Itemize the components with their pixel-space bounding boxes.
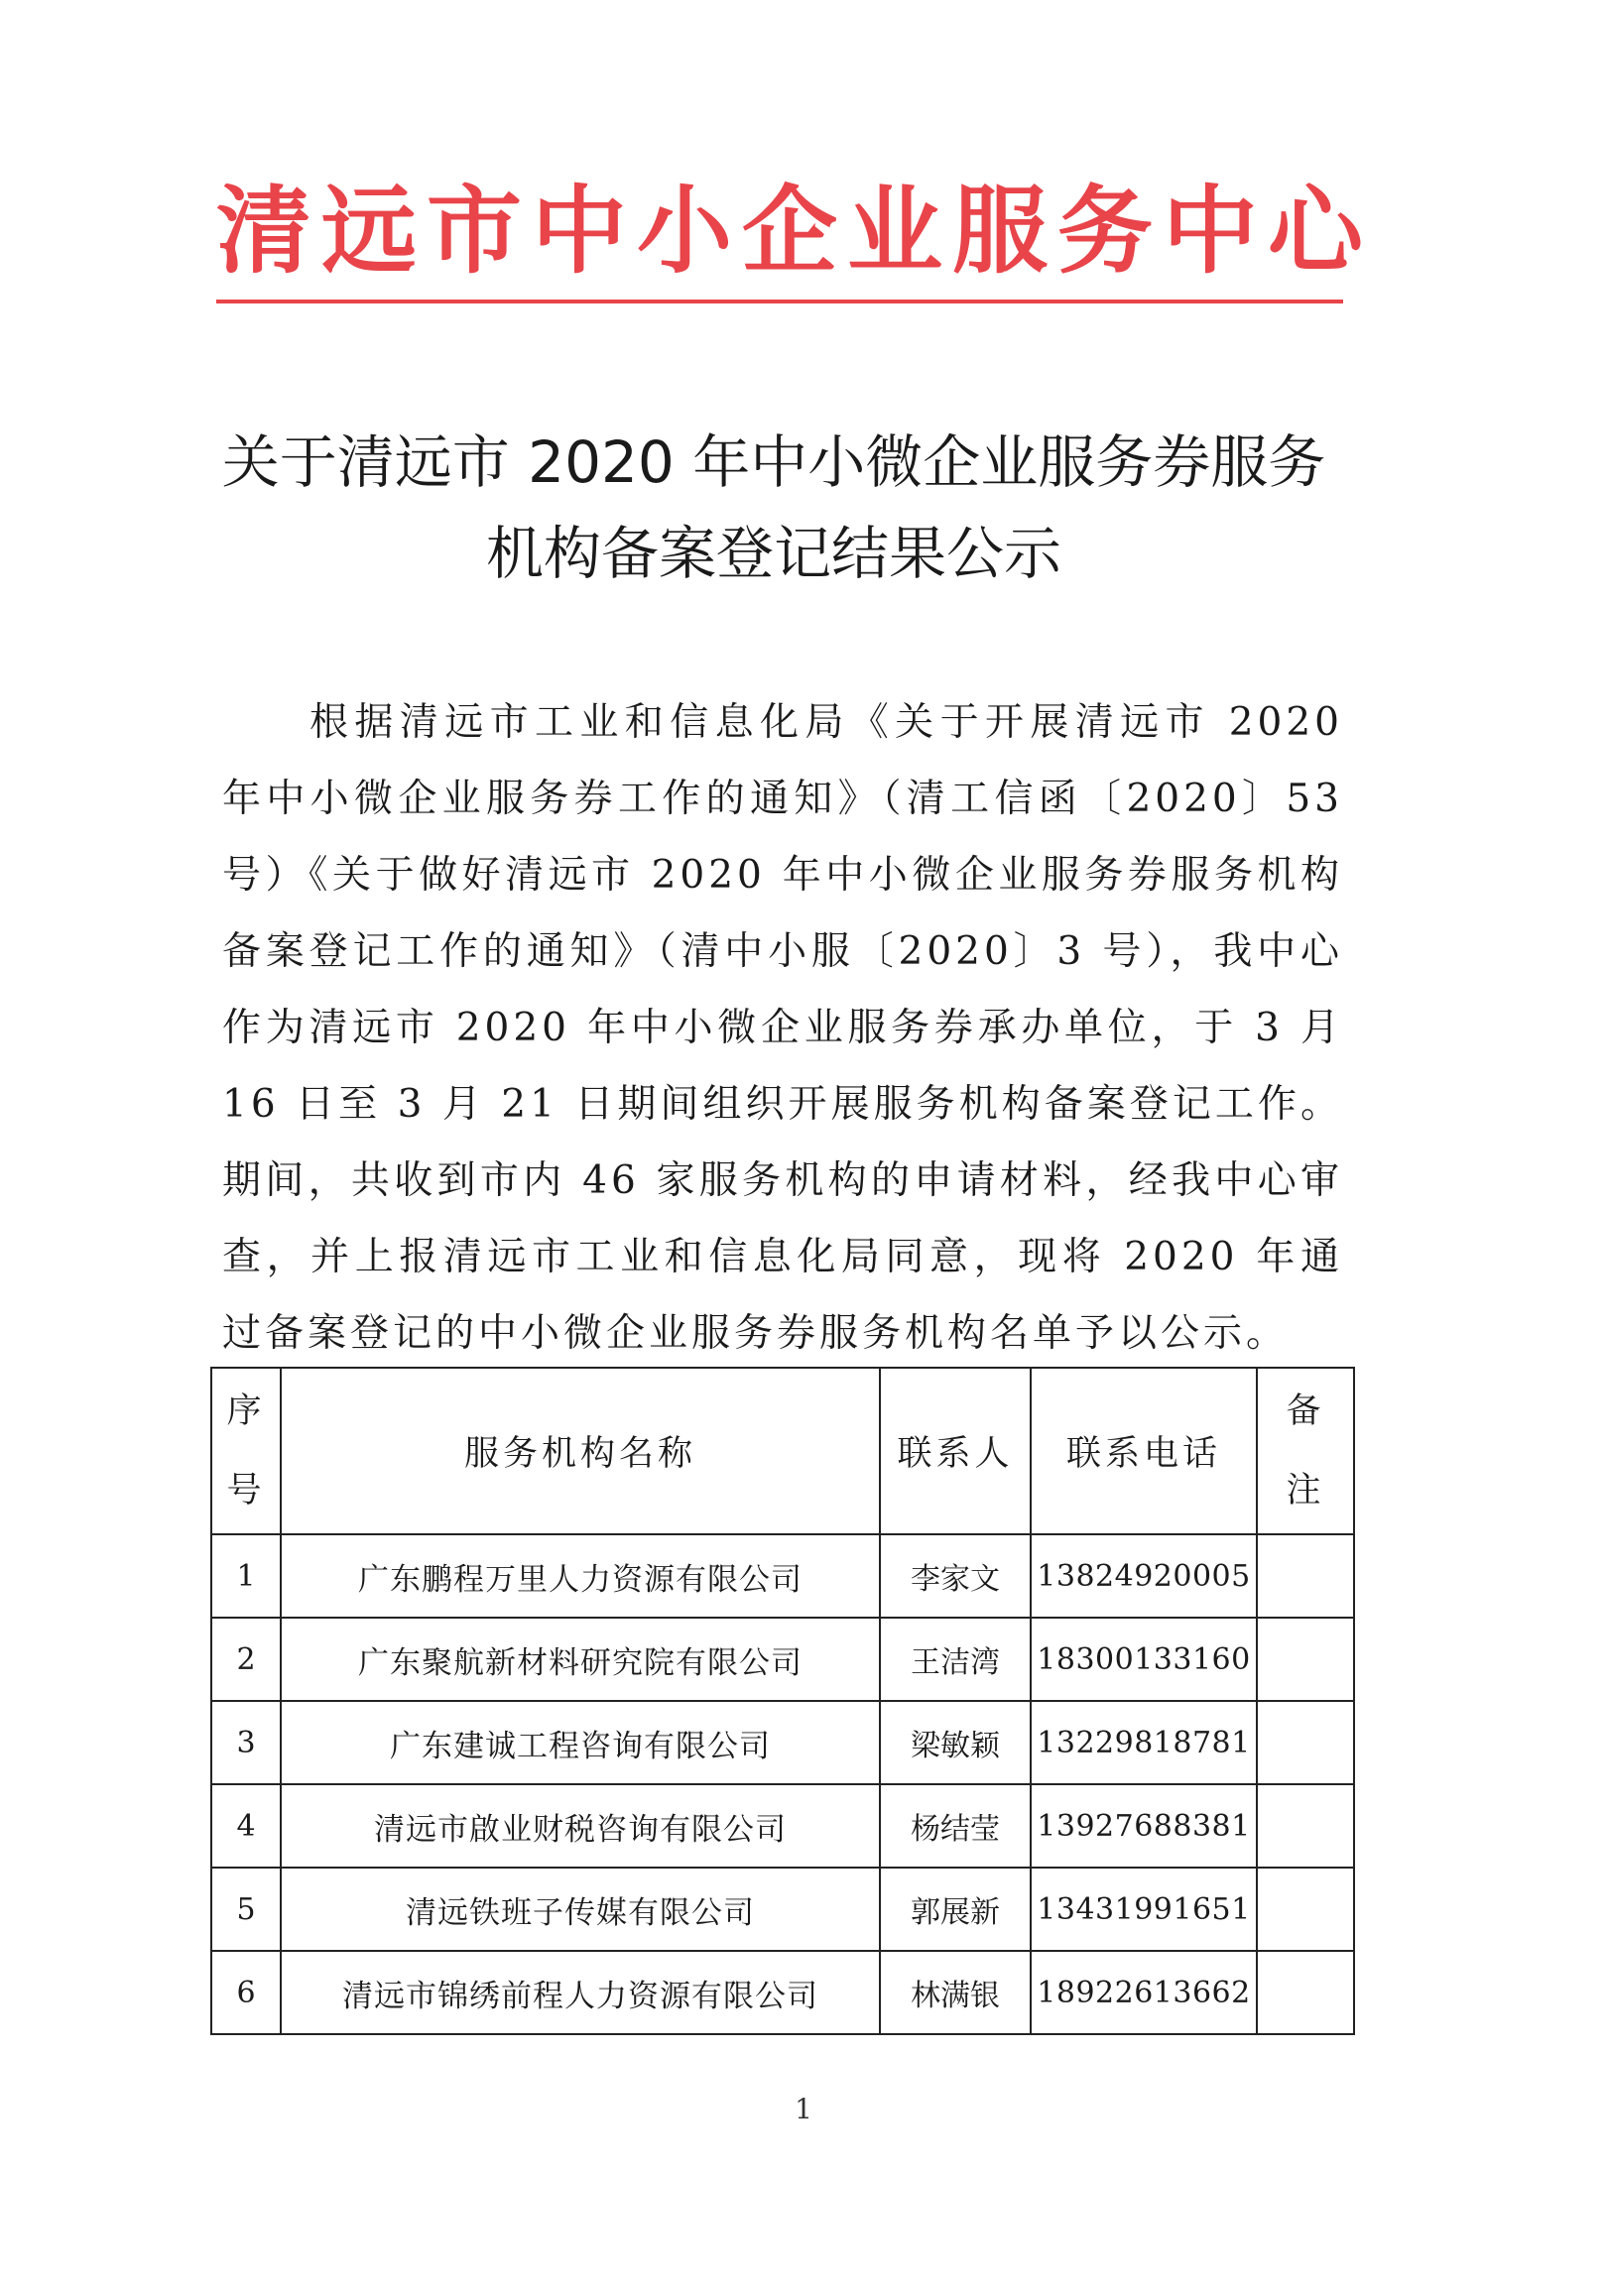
- row-phone: 13229818781: [1031, 1701, 1257, 1784]
- row-phone: 18922613662: [1031, 1951, 1257, 2034]
- row-remark: [1257, 1951, 1354, 2034]
- row-organization-name: 清远市啟业财税咨询有限公司: [281, 1784, 880, 1868]
- table-row: [211, 1701, 1354, 1784]
- document-title: [203, 417, 1344, 599]
- row-remark: [1257, 1868, 1354, 1951]
- row-index: 3: [211, 1701, 281, 1784]
- header-organization-name: 服务机构名称: [281, 1368, 880, 1534]
- table-header-row: [211, 1368, 1354, 1534]
- table-row: [211, 1784, 1354, 1868]
- row-index: 1: [211, 1534, 281, 1618]
- row-contact: 梁敏颖: [880, 1701, 1031, 1784]
- row-phone: 13431991651: [1031, 1868, 1257, 1951]
- row-index: 4: [211, 1784, 281, 1868]
- table-row: [211, 1618, 1354, 1701]
- row-contact: 杨结莹: [880, 1784, 1031, 1868]
- organization-header: 清远市中小企业服务中心: [216, 176, 1373, 287]
- row-remark: [1257, 1534, 1354, 1618]
- row-organization-name: 清远铁班子传媒有限公司: [281, 1868, 880, 1951]
- document-title-line-1: 关于清远市 2020 年中小微企业服务券服务: [221, 428, 1326, 496]
- row-index: 2: [211, 1618, 281, 1701]
- row-contact: 李家文: [880, 1534, 1031, 1618]
- row-remark: [1257, 1784, 1354, 1868]
- header-divider: [216, 300, 1343, 303]
- row-organization-name: 广东聚航新材料研究院有限公司: [281, 1618, 880, 1701]
- header-contact: 联系人: [880, 1368, 1031, 1534]
- table-row: [211, 1951, 1354, 2034]
- row-phone: 18300133160: [1031, 1618, 1257, 1701]
- table-row: [211, 1868, 1354, 1951]
- table-row: [211, 1534, 1354, 1618]
- row-contact: 郭展新: [880, 1868, 1031, 1951]
- header-phone: 联系电话: [1031, 1368, 1257, 1534]
- row-contact: 王洁湾: [880, 1618, 1031, 1701]
- row-index: 6: [211, 1951, 281, 2034]
- row-organization-name: 广东鹏程万里人力资源有限公司: [281, 1534, 880, 1618]
- service-organization-table: [210, 1367, 1355, 2035]
- body-paragraph: 根据清远市工业和信息化局《关于开展清远市 2020 年中小微企业服务券工作的通知》（清工信函〔2020〕53 号）《关于做好清远市 2020 年中小微企业服务券服务机构备案登记工作的通知》（清中小服〔2020〕3 号），我中心作为清远市 2020 年中小微企业服务券承办单位，于 3 月 16 日至 3 月 21 日期间组织开展服务机构备案登记工作。期间，共收到市内 46 家服务机构的申请材料，经我中心审查，并上报清远市工业和信息化局同意，现将 2020 年通过备案登记的中小微企业服务券服务机构名单予以公示。: [222, 700, 1343, 1356]
- row-remark: [1257, 1618, 1354, 1701]
- row-contact: 林满银: [880, 1951, 1031, 2034]
- row-organization-name: 清远市锦绣前程人力资源有限公司: [281, 1951, 880, 2034]
- row-phone: 13927688381: [1031, 1784, 1257, 1868]
- row-index: 5: [211, 1868, 281, 1951]
- row-organization-name: 广东建诚工程咨询有限公司: [281, 1701, 880, 1784]
- document-title-line-2: 机构备案登记结果公示: [485, 520, 1061, 587]
- page-number: 1: [795, 2093, 812, 2125]
- row-remark: [1257, 1701, 1354, 1784]
- header-remark: 备注: [1257, 1368, 1354, 1534]
- row-phone: 13824920005: [1031, 1534, 1257, 1618]
- header-index: 序号: [211, 1368, 281, 1534]
